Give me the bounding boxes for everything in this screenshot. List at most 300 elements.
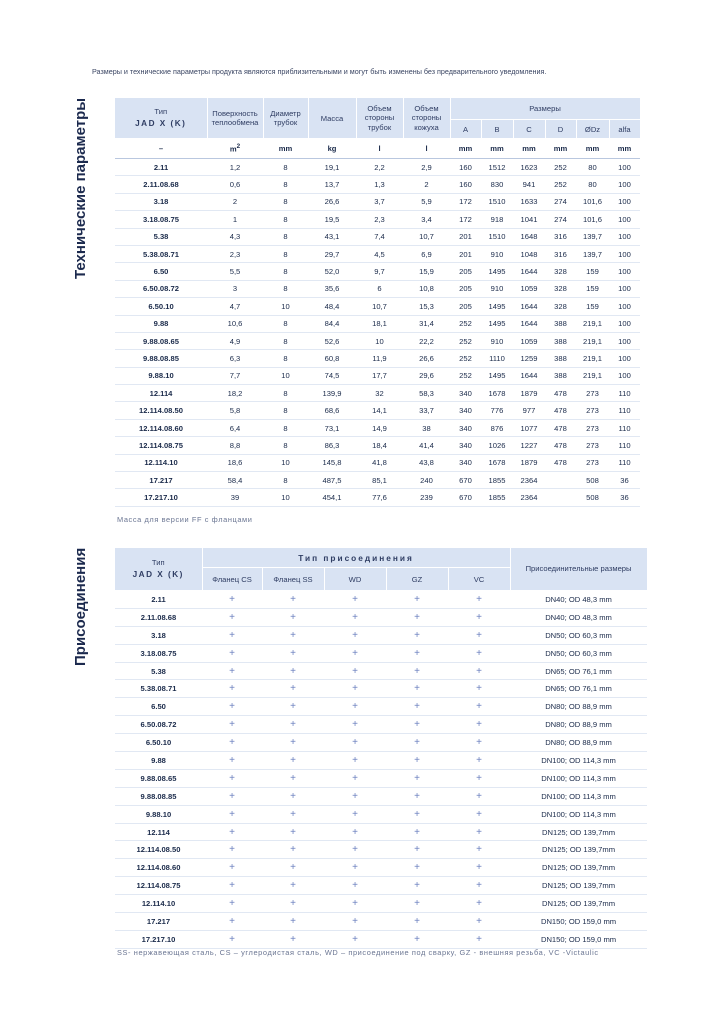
- table-cell: 172: [450, 193, 481, 210]
- col-gz-header: GZ: [386, 568, 448, 591]
- table-cell: 219,1: [576, 367, 609, 384]
- table-cell: 205: [450, 280, 481, 297]
- table-cell: +: [324, 805, 386, 823]
- table-cell: +: [324, 877, 386, 895]
- table-row: [115, 859, 647, 877]
- table-cell: 1678: [481, 454, 513, 471]
- table-cell: 1633: [513, 193, 545, 210]
- row-type-cell: 6.50.10: [115, 298, 207, 315]
- table-cell: +: [386, 805, 448, 823]
- table-cell: +: [448, 769, 510, 787]
- row-type-cell: 9.88.08.65: [115, 769, 202, 787]
- table-cell: +: [202, 769, 262, 787]
- table-cell: 1855: [481, 489, 513, 506]
- row-type-cell: 6.50.08.72: [115, 280, 207, 297]
- table-cell: 19,1: [308, 159, 356, 176]
- table-cell: 3,7: [356, 193, 403, 210]
- table-row: [115, 437, 640, 454]
- table-cell: +: [202, 608, 262, 626]
- table-cell: +: [324, 895, 386, 913]
- connection-type-header: Тип присоединения: [202, 548, 510, 568]
- table-cell: +: [324, 787, 386, 805]
- table-cell: +: [448, 895, 510, 913]
- table-cell: 8: [263, 193, 308, 210]
- table-row: [115, 472, 640, 489]
- table-cell: 39: [207, 489, 263, 506]
- table-cell: 52,6: [308, 332, 356, 349]
- table-cell: +: [262, 680, 324, 698]
- table-cell: 100: [609, 211, 640, 228]
- table-cell: 910: [481, 280, 513, 297]
- table-cell: 18,2: [207, 385, 263, 402]
- table-cell: 32: [356, 385, 403, 402]
- row-type-cell: 17.217: [115, 472, 207, 489]
- table-cell: 316: [545, 245, 576, 262]
- table-cell: DN65; OD 76,1 mm: [510, 662, 647, 680]
- table-cell: 159: [576, 280, 609, 297]
- table-cell: 58,3: [403, 385, 450, 402]
- table-cell: 8: [263, 315, 308, 332]
- table-cell: 7,7: [207, 367, 263, 384]
- table-cell: 454,1: [308, 489, 356, 506]
- legend-note: SS- нержавеющая сталь, CS – углеродистая сталь, WD – присоединение под сварку, GZ - внешняя резьба, VC -Victaulic: [117, 948, 599, 957]
- table-cell: 10: [356, 332, 403, 349]
- table-cell: 918: [481, 211, 513, 228]
- table-cell: +: [262, 662, 324, 680]
- table-cell: 172: [450, 211, 481, 228]
- table-cell: DN80; OD 88,9 mm: [510, 698, 647, 716]
- table-cell: +: [262, 930, 324, 948]
- table-cell: +: [324, 734, 386, 752]
- table-cell: DN40; OD 48,3 mm: [510, 608, 647, 626]
- table-cell: +: [324, 591, 386, 609]
- table-cell: 35,6: [308, 280, 356, 297]
- table-cell: +: [202, 752, 262, 770]
- table-cell: 219,1: [576, 350, 609, 367]
- table-cell: 159: [576, 263, 609, 280]
- table-cell: +: [262, 734, 324, 752]
- row-type-cell: 12.114.08.60: [115, 859, 202, 877]
- row-type-cell: 17.217.10: [115, 930, 202, 948]
- table-cell: 26,6: [308, 193, 356, 210]
- row-type-cell: 6.50.08.72: [115, 716, 202, 734]
- table-row: [115, 895, 647, 913]
- table-cell: 1678: [481, 385, 513, 402]
- vol-tubes-header: Объем стороны трубок: [356, 98, 403, 139]
- table-cell: 830: [481, 176, 513, 193]
- table-cell: 8: [263, 419, 308, 436]
- table-row: [115, 698, 647, 716]
- table-cell: +: [386, 752, 448, 770]
- table-cell: 1879: [513, 454, 545, 471]
- unit-mass: kg: [308, 139, 356, 159]
- table-cell: 84,4: [308, 315, 356, 332]
- col-flange-cs-header: Фланец CS: [202, 568, 262, 591]
- table-cell: 10,7: [356, 298, 403, 315]
- table-row: [115, 877, 647, 895]
- table-cell: 100: [609, 332, 640, 349]
- table-cell: 252: [450, 315, 481, 332]
- table-cell: +: [202, 644, 262, 662]
- table-cell: +: [262, 716, 324, 734]
- table-cell: +: [202, 626, 262, 644]
- table-cell: 36: [609, 489, 640, 506]
- col-od-header: ØDz: [576, 120, 609, 139]
- row-type-cell: 3.18.08.75: [115, 211, 207, 228]
- row-type-cell: 9.88.08.85: [115, 350, 207, 367]
- row-type-cell: 17.217.10: [115, 489, 207, 506]
- table-row: [115, 193, 640, 210]
- table-cell: +: [386, 608, 448, 626]
- table-cell: 1644: [513, 367, 545, 384]
- table-cell: 273: [576, 437, 609, 454]
- table-cell: DN125; OD 139,7mm: [510, 823, 647, 841]
- table-cell: 388: [545, 350, 576, 367]
- table-cell: 31,4: [403, 315, 450, 332]
- table-cell: 0,6: [207, 176, 263, 193]
- row-type-cell: 2.11.08.68: [115, 608, 202, 626]
- table-cell: +: [262, 859, 324, 877]
- row-type-cell: 5.38: [115, 228, 207, 245]
- table-cell: 252: [545, 159, 576, 176]
- table-cell: +: [324, 680, 386, 698]
- table-row: [115, 367, 640, 384]
- table-cell: 8: [263, 211, 308, 228]
- table-cell: DN125; OD 139,7mm: [510, 895, 647, 913]
- table-cell: 8: [263, 159, 308, 176]
- table-cell: +: [448, 662, 510, 680]
- table-cell: 17,7: [356, 367, 403, 384]
- table-cell: 1512: [481, 159, 513, 176]
- table-row: [115, 489, 640, 506]
- table-cell: 73,1: [308, 419, 356, 436]
- row-type-cell: 9.88.10: [115, 367, 207, 384]
- connection-sizes-header: Присоединительные размеры: [510, 548, 647, 591]
- table-cell: +: [324, 698, 386, 716]
- table-cell: 58,4: [207, 472, 263, 489]
- table-cell: 1059: [513, 332, 545, 349]
- table-cell: +: [324, 644, 386, 662]
- table-cell: 340: [450, 402, 481, 419]
- row-type-cell: 5.38.08.71: [115, 245, 207, 262]
- table-cell: 100: [609, 176, 640, 193]
- table-cell: 100: [609, 280, 640, 297]
- table-cell: 8: [263, 176, 308, 193]
- table-cell: 60,8: [308, 350, 356, 367]
- table-cell: +: [202, 698, 262, 716]
- table-cell: +: [202, 913, 262, 931]
- table-cell: +: [386, 930, 448, 948]
- table-cell: 252: [450, 350, 481, 367]
- table-row: [115, 823, 647, 841]
- table-cell: DN40; OD 48,3 mm: [510, 591, 647, 609]
- table-cell: 219,1: [576, 315, 609, 332]
- table-cell: +: [386, 734, 448, 752]
- row-type-cell: 12.114.08.60: [115, 419, 207, 436]
- row-type-cell: 2.11: [115, 591, 202, 609]
- table-cell: +: [386, 787, 448, 805]
- table-cell: 18,6: [207, 454, 263, 471]
- unit-vol-tubes: l: [356, 139, 403, 159]
- table-cell: DN100; OD 114,3 mm: [510, 787, 647, 805]
- table-cell: +: [386, 591, 448, 609]
- table-cell: 1,3: [356, 176, 403, 193]
- table-cell: 340: [450, 419, 481, 436]
- table-cell: +: [448, 841, 510, 859]
- table-cell: 100: [609, 367, 640, 384]
- table-cell: +: [386, 662, 448, 680]
- table-cell: +: [262, 644, 324, 662]
- table-cell: 670: [450, 489, 481, 506]
- table-cell: 8: [263, 263, 308, 280]
- table-row: [115, 662, 647, 680]
- table-cell: 201: [450, 228, 481, 245]
- table-row: [115, 419, 640, 436]
- table-cell: +: [324, 626, 386, 644]
- table-cell: 36: [609, 472, 640, 489]
- row-type-cell: 5.38: [115, 662, 202, 680]
- table-cell: +: [386, 769, 448, 787]
- table-cell: DN100; OD 114,3 mm: [510, 769, 647, 787]
- table-cell: 110: [609, 402, 640, 419]
- table-cell: 29,6: [403, 367, 450, 384]
- table-cell: 100: [609, 228, 640, 245]
- table-cell: 1259: [513, 350, 545, 367]
- table-cell: +: [262, 626, 324, 644]
- table-cell: 1510: [481, 228, 513, 245]
- table-cell: DN65; OD 76,1 mm: [510, 680, 647, 698]
- table-cell: 1227: [513, 437, 545, 454]
- table-cell: +: [448, 859, 510, 877]
- table-cell: 4,9: [207, 332, 263, 349]
- row-type-cell: 3.18: [115, 193, 207, 210]
- table-row: [115, 716, 647, 734]
- table-cell: 77,6: [356, 489, 403, 506]
- table-row: [115, 176, 640, 193]
- table-cell: 160: [450, 176, 481, 193]
- row-type-cell: 12.114.08.75: [115, 877, 202, 895]
- table-cell: 13,7: [308, 176, 356, 193]
- table-cell: +: [324, 662, 386, 680]
- table-cell: 43,1: [308, 228, 356, 245]
- table-cell: +: [262, 841, 324, 859]
- table-cell: +: [324, 859, 386, 877]
- table-cell: 273: [576, 402, 609, 419]
- table-cell: 10: [263, 489, 308, 506]
- table-cell: 9,7: [356, 263, 403, 280]
- table-cell: 8: [263, 437, 308, 454]
- table-cell: 8: [263, 228, 308, 245]
- table-cell: 85,1: [356, 472, 403, 489]
- table-cell: 8: [263, 472, 308, 489]
- table-cell: 328: [545, 263, 576, 280]
- tech-params-body: [115, 159, 640, 507]
- table-cell: +: [324, 823, 386, 841]
- conn-type-label: Тип: [151, 558, 165, 568]
- table-cell: 86,3: [308, 437, 356, 454]
- table-row: [115, 787, 647, 805]
- unit-type: –: [115, 139, 207, 159]
- table-cell: 5,5: [207, 263, 263, 280]
- table-cell: 139,7: [576, 228, 609, 245]
- col-d-header: D: [545, 120, 576, 139]
- row-type-cell: 17.217: [115, 913, 202, 931]
- table-cell: 273: [576, 454, 609, 471]
- table-cell: 1644: [513, 298, 545, 315]
- type-label: Тип: [154, 107, 168, 117]
- table-cell: 110: [609, 419, 640, 436]
- table-cell: 388: [545, 315, 576, 332]
- table-cell: 10: [263, 454, 308, 471]
- table-row: [115, 280, 640, 297]
- table-row: [115, 159, 640, 176]
- table-cell: 2,2: [356, 159, 403, 176]
- table-cell: 8: [263, 245, 308, 262]
- table-cell: 508: [576, 489, 609, 506]
- unit-od: mm: [576, 139, 609, 159]
- row-type-cell: 12.114: [115, 823, 202, 841]
- row-type-cell: 9.88: [115, 315, 207, 332]
- table-cell: 11,9: [356, 350, 403, 367]
- table-cell: DN80; OD 88,9 mm: [510, 734, 647, 752]
- table-cell: 139,7: [576, 245, 609, 262]
- table-cell: 274: [545, 211, 576, 228]
- table-cell: +: [324, 769, 386, 787]
- table-cell: 1: [207, 211, 263, 228]
- table-cell: 10: [263, 298, 308, 315]
- table-row: [115, 385, 640, 402]
- table-cell: 100: [609, 315, 640, 332]
- table-cell: 1623: [513, 159, 545, 176]
- table-cell: 48,4: [308, 298, 356, 315]
- table-cell: 1041: [513, 211, 545, 228]
- table-cell: 159: [576, 298, 609, 315]
- table-cell: 205: [450, 263, 481, 280]
- unit-d: mm: [545, 139, 576, 159]
- table-cell: +: [448, 787, 510, 805]
- table-cell: 6: [356, 280, 403, 297]
- row-type-cell: 12.114: [115, 385, 207, 402]
- table-cell: 2,3: [356, 211, 403, 228]
- section-title-connections: Присоединения: [72, 547, 89, 666]
- table-cell: DN125; OD 139,7mm: [510, 877, 647, 895]
- table-cell: 80: [576, 159, 609, 176]
- table-cell: 100: [609, 298, 640, 315]
- table-cell: 388: [545, 332, 576, 349]
- row-type-cell: 5.38.08.71: [115, 680, 202, 698]
- table-cell: 670: [450, 472, 481, 489]
- table-cell: 273: [576, 419, 609, 436]
- col-c-header: C: [513, 120, 545, 139]
- table-cell: DN125; OD 139,7mm: [510, 859, 647, 877]
- table-cell: 15,3: [403, 298, 450, 315]
- table-cell: +: [324, 752, 386, 770]
- mass-note: Масса для версии FF с фланцами: [117, 515, 253, 524]
- table-cell: +: [386, 913, 448, 931]
- table-row: [115, 644, 647, 662]
- table-cell: 10,6: [207, 315, 263, 332]
- table-cell: 43,8: [403, 454, 450, 471]
- table-cell: +: [202, 805, 262, 823]
- table-cell: 508: [576, 472, 609, 489]
- table-cell: 316: [545, 228, 576, 245]
- table-row: [115, 841, 647, 859]
- table-cell: +: [448, 626, 510, 644]
- table-row: [115, 263, 640, 280]
- table-cell: +: [324, 913, 386, 931]
- sizes-header: Размеры: [450, 98, 640, 120]
- mass-header: Масса: [308, 98, 356, 139]
- table-cell: 1495: [481, 298, 513, 315]
- table-cell: DN150; OD 159,0 mm: [510, 913, 647, 931]
- table-cell: 110: [609, 437, 640, 454]
- table-cell: 101,6: [576, 211, 609, 228]
- table-row: [115, 315, 640, 332]
- table-cell: 38: [403, 419, 450, 436]
- table-row: [115, 930, 647, 948]
- table-cell: +: [448, 644, 510, 662]
- type-header: [115, 98, 207, 139]
- table-cell: DN80; OD 88,9 mm: [510, 716, 647, 734]
- table-cell: +: [202, 859, 262, 877]
- table-row: [115, 913, 647, 931]
- table-cell: +: [448, 680, 510, 698]
- table-cell: 273: [576, 385, 609, 402]
- table-cell: 100: [609, 193, 640, 210]
- table-cell: [545, 489, 576, 506]
- table-cell: 1644: [513, 263, 545, 280]
- table-cell: 52,0: [308, 263, 356, 280]
- table-cell: 8,8: [207, 437, 263, 454]
- table-cell: 3: [207, 280, 263, 297]
- table-cell: 340: [450, 385, 481, 402]
- table-cell: +: [202, 930, 262, 948]
- table-cell: 110: [609, 385, 640, 402]
- table-cell: 328: [545, 298, 576, 315]
- table-cell: 74,5: [308, 367, 356, 384]
- table-cell: 1110: [481, 350, 513, 367]
- row-type-cell: 2.11: [115, 159, 207, 176]
- table-cell: 6,3: [207, 350, 263, 367]
- table-cell: 1495: [481, 367, 513, 384]
- table-cell: 8: [263, 350, 308, 367]
- table-cell: [545, 472, 576, 489]
- col-wd-header: WD: [324, 568, 386, 591]
- table-cell: +: [262, 591, 324, 609]
- table-cell: 1855: [481, 472, 513, 489]
- tech-params-table: [115, 98, 641, 507]
- table-cell: 139,9: [308, 385, 356, 402]
- table-cell: +: [202, 787, 262, 805]
- table-cell: +: [202, 716, 262, 734]
- table-cell: 1077: [513, 419, 545, 436]
- table-cell: 1495: [481, 315, 513, 332]
- table-cell: 941: [513, 176, 545, 193]
- table-cell: 910: [481, 245, 513, 262]
- table-cell: +: [386, 859, 448, 877]
- table-cell: +: [262, 877, 324, 895]
- table-row: [115, 332, 640, 349]
- table-row: [115, 626, 647, 644]
- row-type-cell: 3.18: [115, 626, 202, 644]
- table-cell: +: [202, 823, 262, 841]
- table-cell: 68,6: [308, 402, 356, 419]
- row-type-cell: 6.50: [115, 263, 207, 280]
- table-cell: 340: [450, 454, 481, 471]
- unit-a: mm: [450, 139, 481, 159]
- row-type-cell: 12.114.10: [115, 454, 207, 471]
- table-row: [115, 298, 640, 315]
